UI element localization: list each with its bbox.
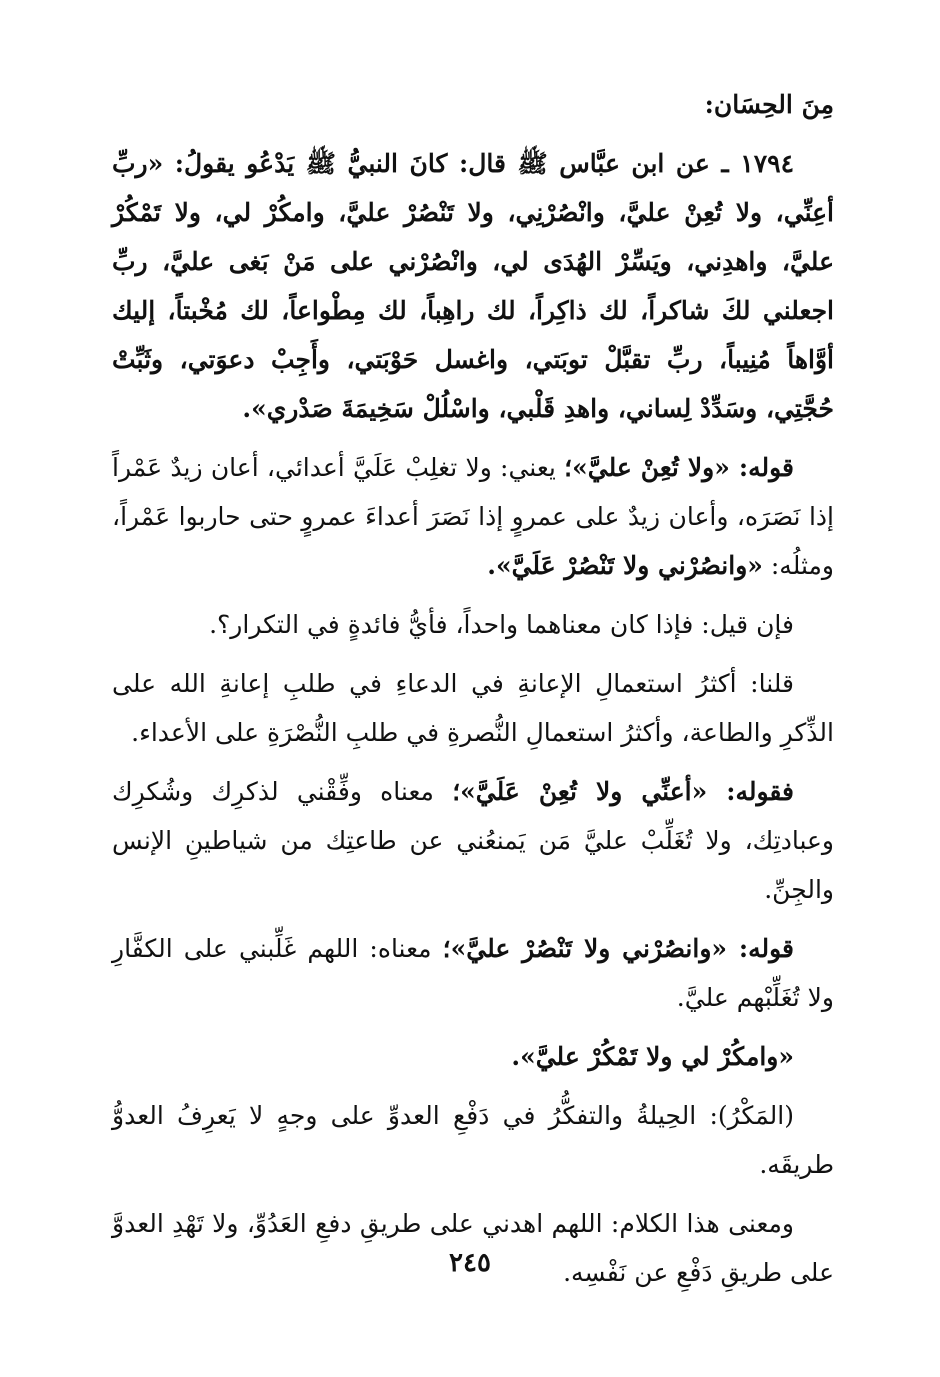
page-body xyxy=(112,80,834,1307)
commentary-body: معناه: اللهم غَلِّبني على الكفَّارِ ولا تُغَلِّبْهم عليَّ. xyxy=(112,934,834,1012)
commentary-lead: فقوله: «أعنِّي ولا تُعِنْ عَلَيَّ»؛ xyxy=(452,777,794,806)
page-number: ٢٤٥ xyxy=(449,1248,491,1278)
section-heading: مِنَ الحِسَان: xyxy=(704,90,834,119)
commentary-body: ومعنى هذا الكلام: اللهم اهدني على طريقِ دفعِ العَدُوِّ، ولا تَهْدِ العدوَّ على طريقِ دَفْعِ عن نَفْسِه. xyxy=(112,1209,834,1287)
commentary-paragraph-1 xyxy=(112,443,834,590)
hadith-pre: قال: كانَ النبيُّ xyxy=(347,149,506,178)
commentary-paragraph-6 xyxy=(112,1032,834,1081)
commentary-body: فإن قيل: فإذا كان معناهما واحداً، فأيُّ فائدةٍ في التكرار؟. xyxy=(209,610,794,639)
hadith-number: ١٧٩٤ ـ عن ابن عبَّاس xyxy=(559,149,794,178)
commentary-paragraph-2 xyxy=(112,600,834,649)
commentary-body: يعني: ولا تغلِبْ عَلَيَّ أعدائي، أعان زيدٌ عَمْراً إذا نَصَرَه، وأعان زيدٌ على عمروٍ إذا نَصَرَ أعداءَ عمروٍ حتى حاربوا عَمْراً، ومثلُه: xyxy=(112,453,834,580)
hadith-text: يَدْعُو يقولُ: «ربِّ أعِنِّي، ولا تُعِنْ عليَّ، وانْصُرْنِي، ولا تَنْصُرْ عليَّ، وامكُرْ لي، ولا تَمْكُرْ عليَّ، واهدِني، ويَسِّرْ الهُدَى لي، وانْصُرْني على مَنْ بَغى عليَّ، ربِّ اجعلني لكَ شاكراً، لك ذاكِراً، لك راهِباً، لك مِطْواعاً، لك مُخْبتاً، إليك أوَّاهاً مُنِيباً، ربِّ تقبَّلْ توبَتي، واغسل حَوْبَتي، وأَجِبْ دعوَتي، وثَبِّتْ حُجَّتِي، وسَدِّدْ لِساني، واهدِ قَلْبي، واسْلُلْ سَخِيمَةَ صَدْري». xyxy=(112,149,834,423)
honorific-saw: ﷺ xyxy=(305,149,336,178)
commentary-paragraph-3 xyxy=(112,659,834,757)
commentary-lead: «وامكُرْ لي ولا تَمْكُرْ عليَّ». xyxy=(511,1042,794,1071)
commentary-tail: «وانصُرْني ولا تَنْصُرْ عَلَيَّ». xyxy=(487,551,763,580)
commentary-paragraph-7 xyxy=(112,1091,834,1189)
commentary-body: قلنا: أكثرُ استعمالِ الإعانةِ في الدعاءِ في طلبِ إعانةِ الله على الذِّكرِ والطاعة، وأكثرُ استعمالِ النُّصرةِ في طلبِ النُّصْرَةِ على الأعداء. xyxy=(112,669,834,747)
commentary-paragraph-4 xyxy=(112,767,834,914)
commentary-body: (المَكْرُ): الحِيلةُ والتفكُّرُ في دَفْعِ العدوِّ على وجهٍ لا يَعرِفُ العدوُّ طريقَه. xyxy=(112,1101,834,1179)
commentary-lead: قوله: «ولا تُعِنْ عليَّ»؛ xyxy=(564,453,794,482)
commentary-lead: قوله: «وانصُرْني ولا تَنْصُرْ عليَّ»؛ xyxy=(442,934,794,963)
commentary-body: معناه وفِّقْني لذكرِك وشُكرِك وعبادتِك، ولا تُغَلِّبْ عليَّ مَن يَمنعُني عن طاعتِك من شياطينِ الإنس والجِنِّ. xyxy=(112,777,834,904)
honorific-ra: ﷺ xyxy=(517,149,548,178)
commentary-paragraph-5 xyxy=(112,924,834,1022)
hadith-paragraph xyxy=(112,139,834,433)
